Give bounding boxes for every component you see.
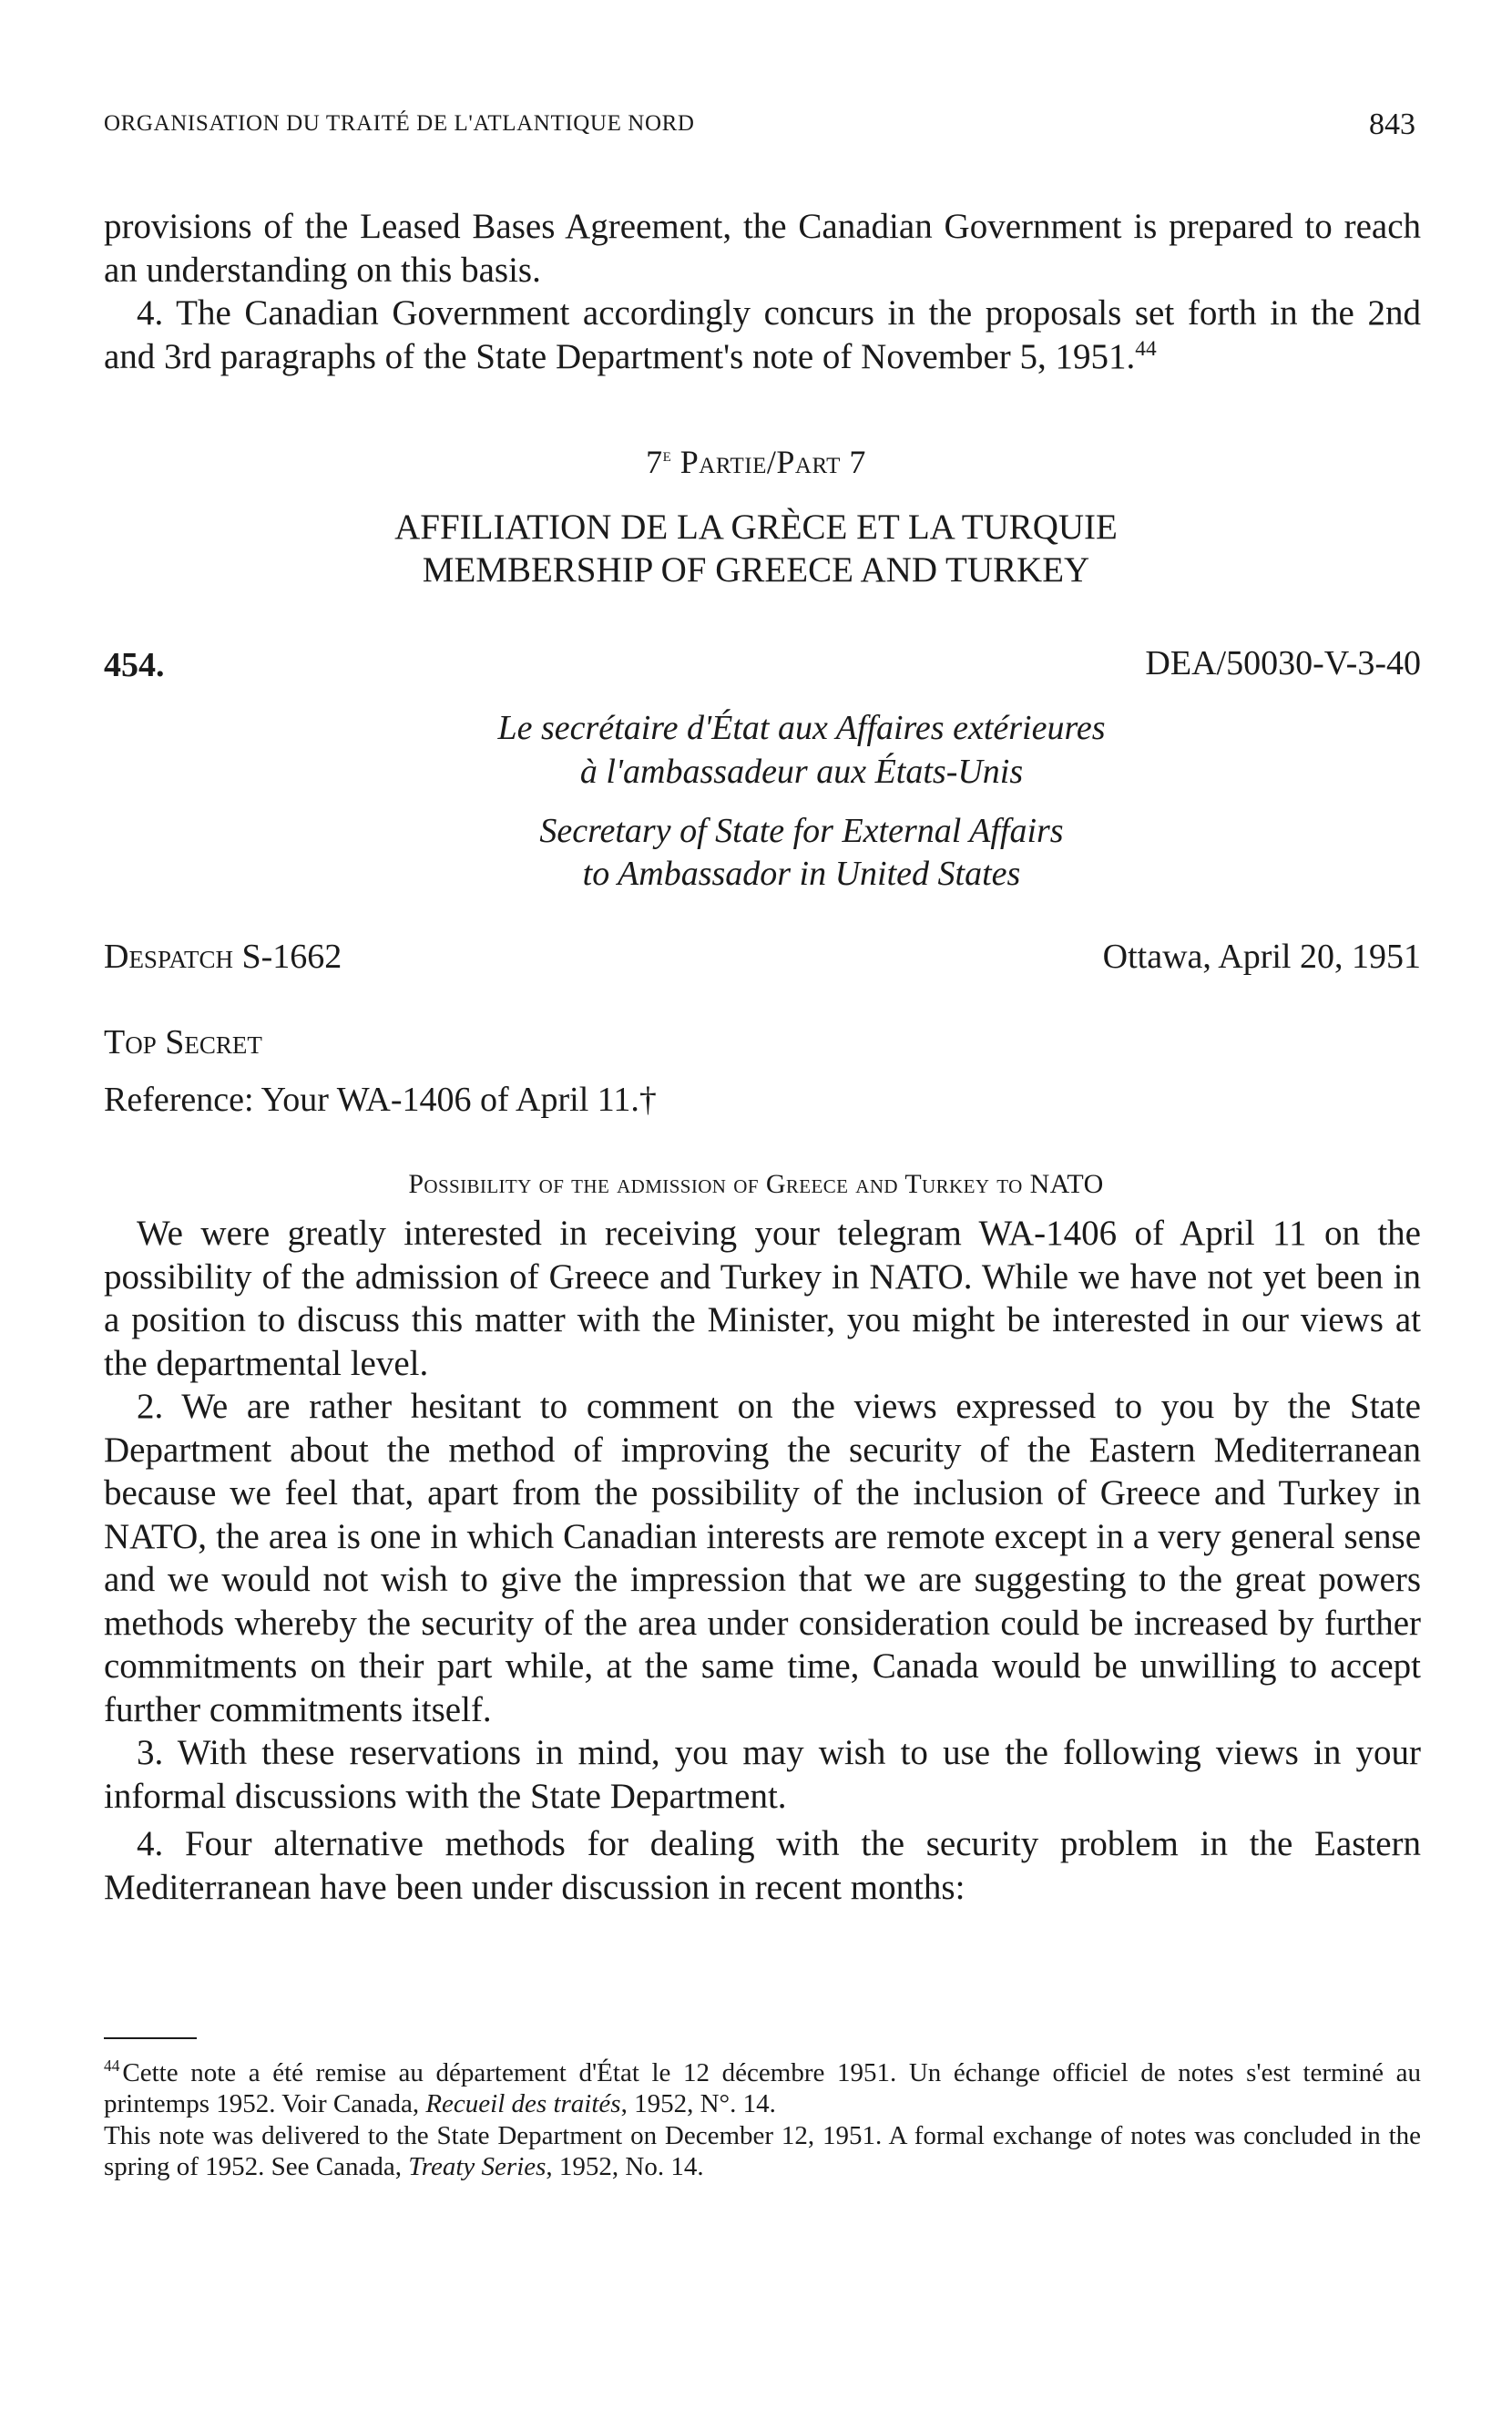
reference-line: Reference: Your WA-1406 of April 11.†: [104, 1081, 657, 1119]
part-title-french: AFFILIATION DE LA GRÈCE ET LA TURQUIE: [394, 508, 1118, 547]
footnote-french: $^{44}$ Cette note a été remise au département d'État le 12 décembre 1951. Un échange officiel de notes s'est terminé au printemps 1952. Voir Canada, Recueil des traités, 1952, N°. 14.: [104, 2056, 1421, 2118]
paragraph-4-continued: 4. The Canadian Government accordingly concurs in the proposals set forth in the 2nd and 3rd paragraphs of the State Department's note of November 5, 1951.44: [104, 293, 1421, 376]
part-title-english: MEMBERSHIP OF GREECE AND TURKEY: [422, 550, 1090, 590]
sender-recipient-french-1: Le secrétaire d'État aux Affaires extérieures: [497, 709, 1106, 747]
despatch-number: Despatch S-1662: [104, 938, 342, 976]
footnote-marker: 44: [104, 2056, 120, 2076]
footnote-english: This note was delivered to the State Department on December 12, 1951. A formal exchange of notes was concluded in the spring of 1952. See Canada, Treaty Series, 1952, No. 14.: [104, 2121, 1421, 2181]
subject-heading: Possibility of the admission of Greece and Turkey to NATO: [408, 1169, 1104, 1199]
sender-recipient-english-2: to Ambassador in United States: [582, 855, 1021, 893]
body-paragraph-2: 2. We are rather hesitant to comment on the views expressed to you by the State Department about the method of improving the security of the Eastern Mediterranean because we feel that, apart from the possibility of the inclusion of Greece and Turkey in NATO, the area is one in which Canadian interests are remote except in a very general sense and we would not wish to give the impression that we are suggesting to the great powers methods whereby the security of the area under consideration could be increased by further commitments on their part while, at the same time, Canada would be unwilling to accept further commitments itself.: [104, 1387, 1421, 1729]
running-head: ORGANISATION DU TRAITÉ DE L'ATLANTIQUE NORD: [104, 111, 695, 136]
footnote-reference: 44: [1135, 336, 1157, 361]
archive-reference: DEA/50030-V-3-40: [1145, 644, 1421, 682]
part-heading: 7e Partie/Part 7: [646, 444, 866, 480]
place-date: Ottawa, April 20, 1951: [1102, 938, 1421, 976]
sender-recipient-english-1: Secretary of State for External Affairs: [539, 812, 1064, 850]
sender-recipient-french-2: à l'ambassadeur aux États-Unis: [579, 753, 1024, 791]
classification: Top Secret: [104, 1023, 262, 1061]
footnote-divider: [104, 2037, 197, 2039]
body-paragraph-3: 3. With these reservations in mind, you may wish to use the following views in your informal discussions with the State Department.: [104, 1733, 1421, 1816]
body-paragraph-4: 4. Four alternative methods for dealing with the security problem in the Eastern Mediterranean have been under discussion in recent months:: [104, 1824, 1421, 1907]
body-paragraph-1: We were greatly interested in receiving your telegram WA-1406 of April 11 on the possibility of the admission of Greece and Turkey in NATO. While we have not yet been in a position to discuss this matter with the Minister, you might be interested in our views at the departmental level.: [104, 1214, 1421, 1383]
document-number: 454.: [104, 646, 165, 684]
page-number: 843: [1369, 108, 1415, 141]
continued-paragraph: provisions of the Leased Bases Agreement, the Canadian Government is prepared to reach an understanding on this basis.: [104, 207, 1421, 290]
